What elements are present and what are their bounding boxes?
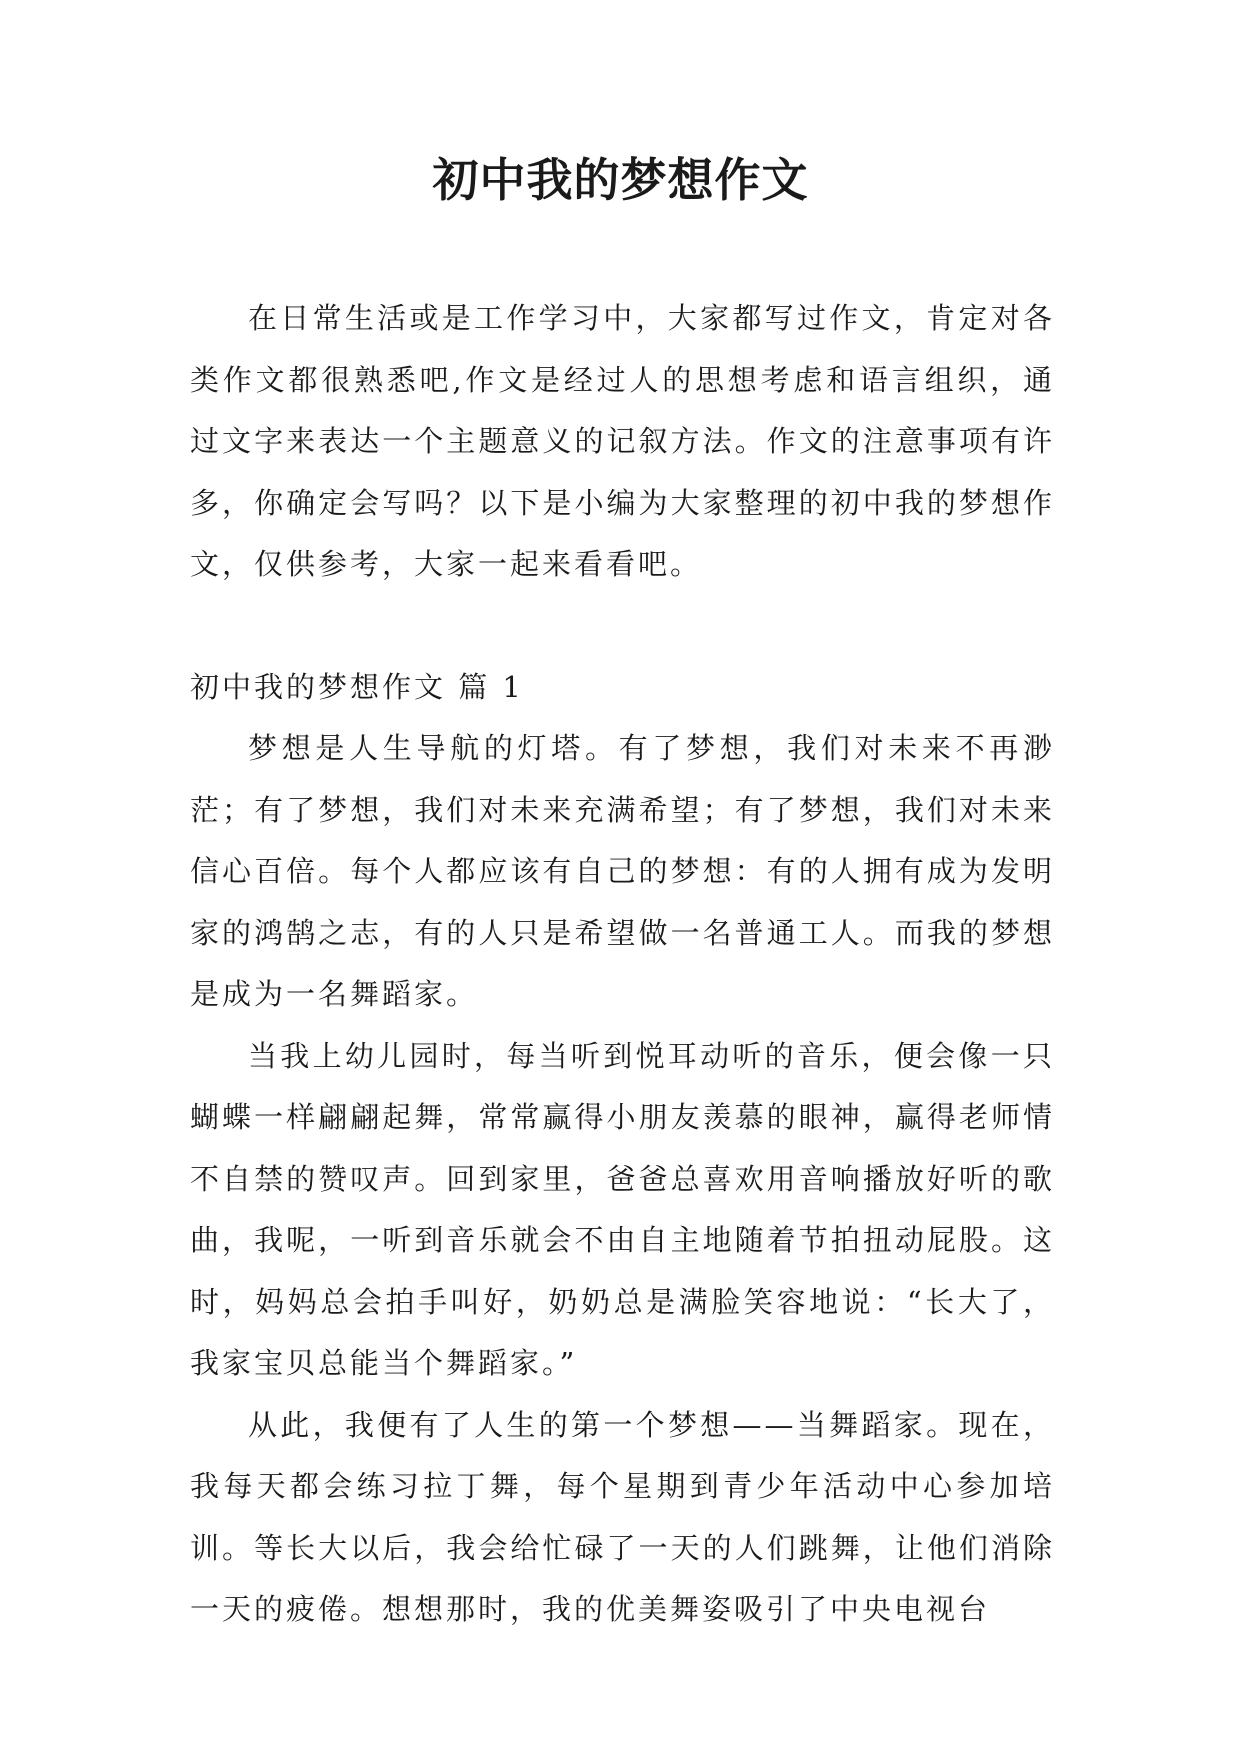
body-paragraph-3: 从此，我便有了人生的第一个梦想——当舞蹈家。现在，我每天都会练习拉丁舞，每个星期到青少年活动中心参加培训。等长大以后，我会给忙碌了一天的人们跳舞，让他们消除一天的疲倦。想想那时，我的优美舞姿吸引了中央电视台 <box>190 1407 1055 1626</box>
intro-paragraph: 在日常生活或是工作学习中，大家都写过作文，肯定对各类作文都很熟悉吧,作文是经过人的思想考虑和语言组织，通过文字来表达一个主题意义的记叙方法。作文的注意事项有许多，你确定会写吗？以下是小编为大家整理的初中我的梦想作文，仅供参考，大家一起来看看吧。 <box>190 301 1055 581</box>
body-paragraph-1: 梦想是人生导航的灯塔。有了梦想，我们对未来不再渺茫；有了梦想，我们对未来充满希望；有了梦想，我们对未来信心百倍。每个人都应该有自己的梦想：有的人拥有成为发明家的鸿鹄之志，有的人只是希望做一名普通工人。而我的梦想是成为一名舞蹈家。 <box>190 731 1055 1011</box>
document-body <box>190 288 1055 1641</box>
body-paragraph-2: 当我上幼儿园时，每当听到悦耳动听的音乐，便会像一只蝴蝶一样翩翩起舞，常常赢得小朋友羡慕的眼神，赢得老师情不自禁的赞叹声。回到家里，爸爸总喜欢用音响播放好听的歌曲，我呢，一听到音乐就会不由自主地随着节拍扭动屁股。这时，妈妈总会拍手叫好，奶奶总是满脸笑容地说：“长大了，我家宝贝总能当个舞蹈家。” <box>190 1038 1055 1380</box>
paragraph-spacer <box>190 596 1055 657</box>
section-heading: 初中我的梦想作文 篇 1 <box>190 669 524 704</box>
document-title: 初中我的梦想作文 <box>432 153 809 207</box>
